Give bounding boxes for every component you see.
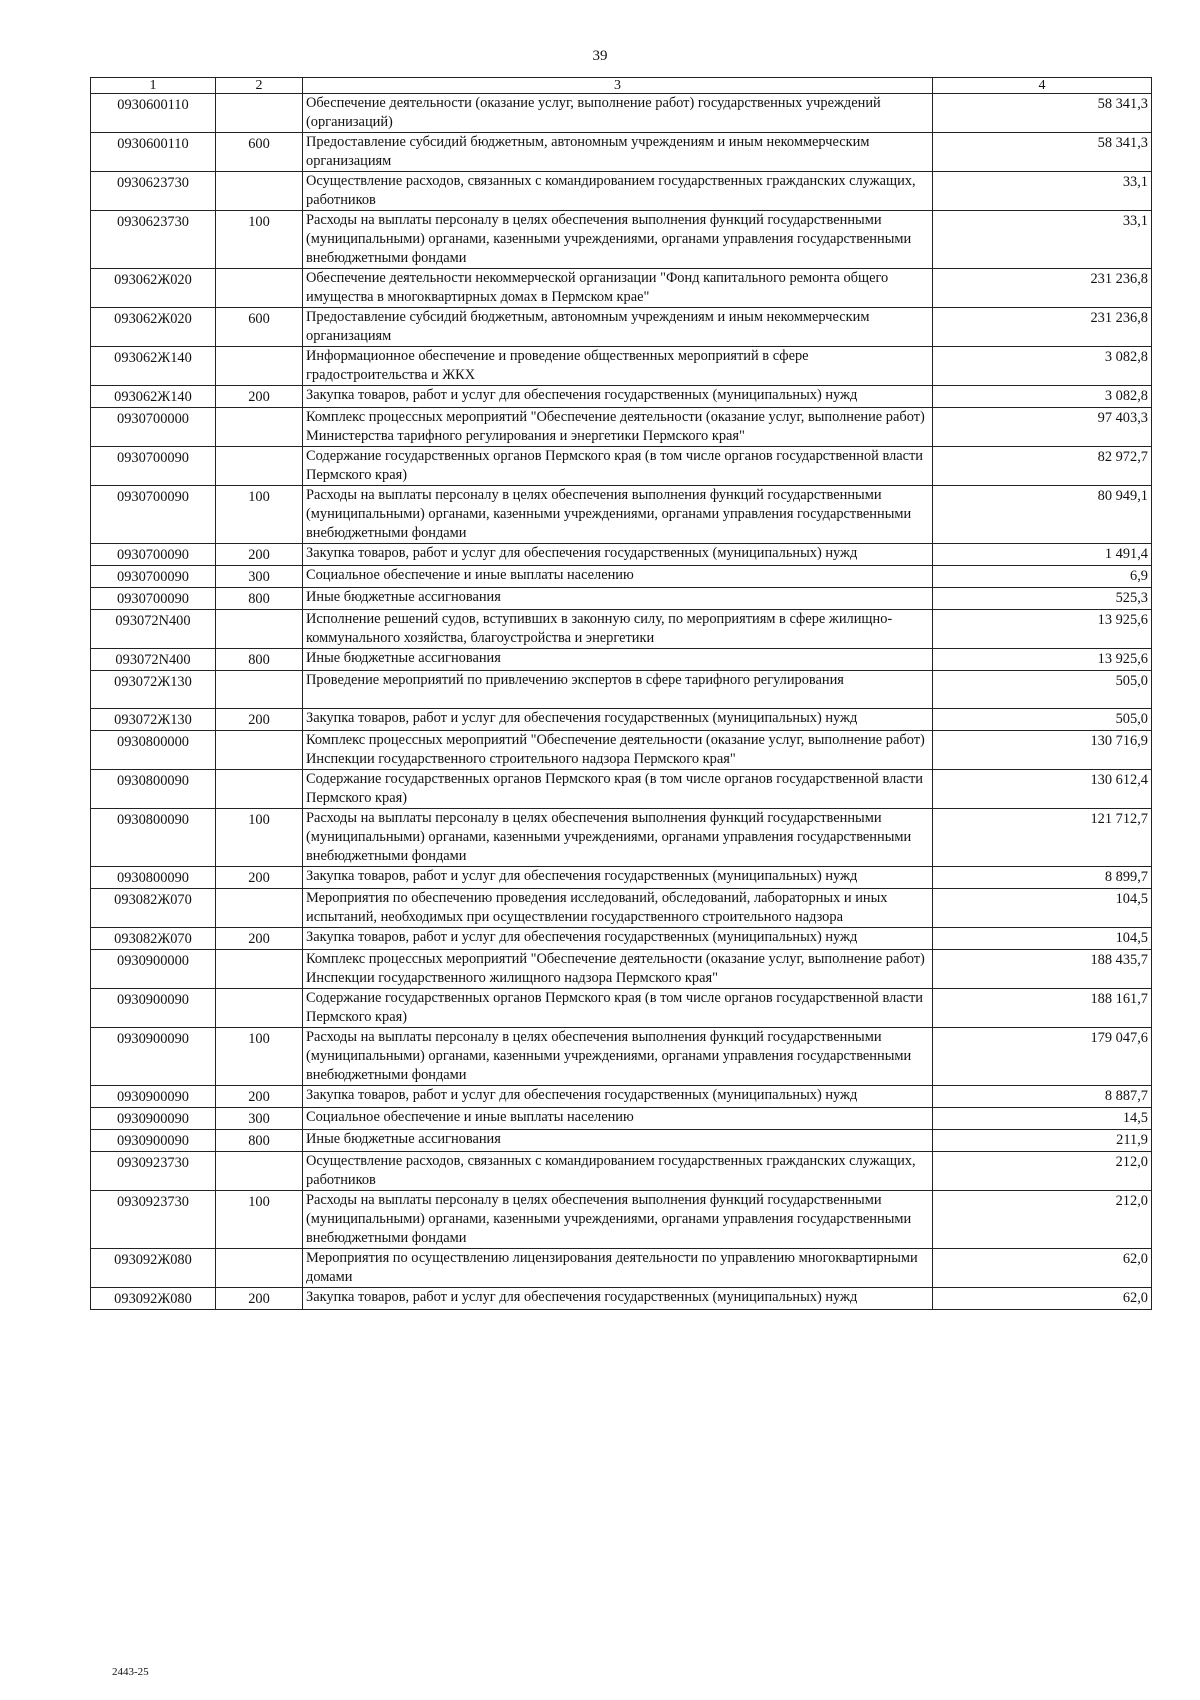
row-code: 0930900090 bbox=[91, 1108, 216, 1130]
table-row bbox=[91, 1108, 1152, 1130]
row-code: 0930800000 bbox=[91, 731, 216, 770]
row-amount: 6,9 bbox=[933, 566, 1152, 588]
row-expense-kind bbox=[216, 731, 303, 770]
row-code: 0930700090 bbox=[91, 544, 216, 566]
row-code: 0930700090 bbox=[91, 566, 216, 588]
row-amount: 130 716,9 bbox=[933, 731, 1152, 770]
row-description: Социальное обеспечение и иные выплаты населению bbox=[303, 566, 933, 588]
row-code: 0930700090 bbox=[91, 486, 216, 544]
row-amount: 231 236,8 bbox=[933, 269, 1152, 308]
row-code: 0930800090 bbox=[91, 867, 216, 889]
row-description: Иные бюджетные ассигнования bbox=[303, 588, 933, 610]
row-code: 093062Ж140 bbox=[91, 386, 216, 408]
row-description: Информационное обеспечение и проведение общественных мероприятий в сфере градостроительства и ЖКХ bbox=[303, 347, 933, 386]
table-row bbox=[91, 731, 1152, 770]
row-expense-kind: 600 bbox=[216, 308, 303, 347]
row-description: Содержание государственных органов Пермского края (в том числе органов государственной власти Пермского края) bbox=[303, 770, 933, 809]
table-row bbox=[91, 447, 1152, 486]
table-row bbox=[91, 809, 1152, 867]
table-row bbox=[91, 1152, 1152, 1191]
row-description: Предоставление субсидий бюджетным, автономным учреждениям и иным некоммерческим организациям bbox=[303, 133, 933, 172]
row-description: Закупка товаров, работ и услуг для обеспечения государственных (муниципальных) нужд bbox=[303, 709, 933, 731]
row-code: 0930800090 bbox=[91, 770, 216, 809]
row-code: 0930623730 bbox=[91, 211, 216, 269]
header-col-amount: 4 bbox=[933, 78, 1152, 94]
row-description: Расходы на выплаты персоналу в целях обеспечения выполнения функций государственными (муниципальными) органами, казенными учреждениями, органами управления государственными внебюджетными фондами bbox=[303, 1191, 933, 1249]
table-row bbox=[91, 386, 1152, 408]
row-description: Расходы на выплаты персоналу в целях обеспечения выполнения функций государственными (муниципальными) органами, казенными учреждениями, органами управления государственными внебюджетными фондами bbox=[303, 1028, 933, 1086]
table-row bbox=[91, 211, 1152, 269]
row-description: Содержание государственных органов Пермского края (в том числе органов государственной власти Пермского края) bbox=[303, 447, 933, 486]
table-row bbox=[91, 566, 1152, 588]
row-description: Обеспечение деятельности некоммерческой организации "Фонд капитального ремонта общего имущества в многоквартирных домах в Пермском крае" bbox=[303, 269, 933, 308]
row-expense-kind: 200 bbox=[216, 1288, 303, 1310]
row-expense-kind bbox=[216, 269, 303, 308]
row-expense-kind bbox=[216, 447, 303, 486]
row-amount: 62,0 bbox=[933, 1288, 1152, 1310]
table-row bbox=[91, 709, 1152, 731]
row-amount: 525,3 bbox=[933, 588, 1152, 610]
row-amount: 179 047,6 bbox=[933, 1028, 1152, 1086]
row-expense-kind: 200 bbox=[216, 867, 303, 889]
row-description: Исполнение решений судов, вступивших в законную силу, по мероприятиям в сфере жилищно-коммунального хозяйства, благоустройства и энергетики bbox=[303, 610, 933, 649]
table-row bbox=[91, 408, 1152, 447]
row-amount: 82 972,7 bbox=[933, 447, 1152, 486]
row-description: Обеспечение деятельности (оказание услуг, выполнение работ) государственных учреждений (организаций) bbox=[303, 94, 933, 133]
row-amount: 104,5 bbox=[933, 928, 1152, 950]
table-row bbox=[91, 588, 1152, 610]
row-code: 093092Ж080 bbox=[91, 1288, 216, 1310]
row-description: Расходы на выплаты персоналу в целях обеспечения выполнения функций государственными (муниципальными) органами, казенными учреждениями, органами управления государственными внебюджетными фондами bbox=[303, 486, 933, 544]
row-description: Закупка товаров, работ и услуг для обеспечения государственных (муниципальных) нужд bbox=[303, 928, 933, 950]
row-description: Комплекс процессных мероприятий "Обеспечение деятельности (оказание услуг, выполнение работ) Инспекции государственного строительного надзора Пермского края" bbox=[303, 731, 933, 770]
table-row bbox=[91, 889, 1152, 928]
row-amount: 13 925,6 bbox=[933, 610, 1152, 649]
row-amount: 3 082,8 bbox=[933, 347, 1152, 386]
row-amount: 121 712,7 bbox=[933, 809, 1152, 867]
row-description: Иные бюджетные ассигнования bbox=[303, 1130, 933, 1152]
row-amount: 58 341,3 bbox=[933, 94, 1152, 133]
row-amount: 130 612,4 bbox=[933, 770, 1152, 809]
row-expense-kind: 300 bbox=[216, 566, 303, 588]
row-expense-kind: 800 bbox=[216, 649, 303, 671]
row-description: Закупка товаров, работ и услуг для обеспечения государственных (муниципальных) нужд bbox=[303, 1288, 933, 1310]
table-row bbox=[91, 486, 1152, 544]
row-amount: 14,5 bbox=[933, 1108, 1152, 1130]
row-amount: 505,0 bbox=[933, 671, 1152, 709]
row-expense-kind bbox=[216, 1152, 303, 1191]
header-col-kind: 2 bbox=[216, 78, 303, 94]
row-description: Расходы на выплаты персоналу в целях обеспечения выполнения функций государственными (муниципальными) органами, казенными учреждениями, органами управления государственными внебюджетными фондами bbox=[303, 809, 933, 867]
row-expense-kind: 600 bbox=[216, 133, 303, 172]
row-code: 093072Ж130 bbox=[91, 671, 216, 709]
row-description: Комплекс процессных мероприятий "Обеспечение деятельности (оказание услуг, выполнение работ) Инспекции государственного жилищного надзора Пермского края" bbox=[303, 950, 933, 989]
row-description: Осуществление расходов, связанных с командированием государственных гражданских служащих, работников bbox=[303, 172, 933, 211]
table-row bbox=[91, 1130, 1152, 1152]
row-amount: 211,9 bbox=[933, 1130, 1152, 1152]
header-row bbox=[91, 78, 1152, 94]
row-amount: 33,1 bbox=[933, 211, 1152, 269]
table-row bbox=[91, 94, 1152, 133]
table-row bbox=[91, 928, 1152, 950]
table-row bbox=[91, 649, 1152, 671]
row-code: 0930623730 bbox=[91, 172, 216, 211]
row-description: Содержание государственных органов Пермского края (в том числе органов государственной власти Пермского края) bbox=[303, 989, 933, 1028]
table-row bbox=[91, 950, 1152, 989]
table-row bbox=[91, 544, 1152, 566]
row-amount: 13 925,6 bbox=[933, 649, 1152, 671]
table-row bbox=[91, 1249, 1152, 1288]
row-description: Проведение мероприятий по привлечению экспертов в сфере тарифного регулирования bbox=[303, 671, 933, 709]
row-expense-kind: 100 bbox=[216, 809, 303, 867]
row-expense-kind bbox=[216, 347, 303, 386]
row-expense-kind: 800 bbox=[216, 588, 303, 610]
row-description: Предоставление субсидий бюджетным, автономным учреждениям и иным некоммерческим организациям bbox=[303, 308, 933, 347]
row-code: 0930900000 bbox=[91, 950, 216, 989]
page-number: 39 bbox=[592, 48, 608, 64]
table-row bbox=[91, 269, 1152, 308]
row-expense-kind bbox=[216, 889, 303, 928]
row-description: Закупка товаров, работ и услуг для обеспечения государственных (муниципальных) нужд bbox=[303, 1086, 933, 1108]
row-amount: 8 899,7 bbox=[933, 867, 1152, 889]
row-amount: 58 341,3 bbox=[933, 133, 1152, 172]
row-expense-kind: 100 bbox=[216, 1028, 303, 1086]
table-header bbox=[91, 78, 1152, 94]
row-expense-kind bbox=[216, 1249, 303, 1288]
row-amount: 188 435,7 bbox=[933, 950, 1152, 989]
row-code: 0930923730 bbox=[91, 1191, 216, 1249]
row-amount: 97 403,3 bbox=[933, 408, 1152, 447]
row-expense-kind bbox=[216, 610, 303, 649]
row-code: 093082Ж070 bbox=[91, 928, 216, 950]
table-row bbox=[91, 989, 1152, 1028]
row-code: 093062Ж020 bbox=[91, 269, 216, 308]
row-expense-kind: 200 bbox=[216, 544, 303, 566]
table-row bbox=[91, 347, 1152, 386]
row-description: Закупка товаров, работ и услуг для обеспечения государственных (муниципальных) нужд bbox=[303, 386, 933, 408]
row-code: 0930800090 bbox=[91, 809, 216, 867]
table-row bbox=[91, 133, 1152, 172]
row-expense-kind: 200 bbox=[216, 928, 303, 950]
row-description: Комплекс процессных мероприятий "Обеспечение деятельности (оказание услуг, выполнение работ) Министерства тарифного регулирования и энергетики Пермского края" bbox=[303, 408, 933, 447]
row-code: 093082Ж070 bbox=[91, 889, 216, 928]
table-row bbox=[91, 1086, 1152, 1108]
row-amount: 33,1 bbox=[933, 172, 1152, 211]
row-code: 0930700000 bbox=[91, 408, 216, 447]
row-code: 0930900090 bbox=[91, 1086, 216, 1108]
row-expense-kind bbox=[216, 950, 303, 989]
row-code: 093062Ж020 bbox=[91, 308, 216, 347]
row-amount: 212,0 bbox=[933, 1152, 1152, 1191]
row-code: 0930900090 bbox=[91, 1130, 216, 1152]
row-description: Осуществление расходов, связанных с командированием государственных гражданских служащих, работников bbox=[303, 1152, 933, 1191]
row-amount: 80 949,1 bbox=[933, 486, 1152, 544]
row-expense-kind: 100 bbox=[216, 486, 303, 544]
row-description: Мероприятия по обеспечению проведения исследований, обследований, лабораторных и иных испытаний, необходимых при осуществлении государственного строительного надзора bbox=[303, 889, 933, 928]
row-amount: 231 236,8 bbox=[933, 308, 1152, 347]
row-expense-kind: 200 bbox=[216, 1086, 303, 1108]
row-expense-kind: 100 bbox=[216, 211, 303, 269]
table-row bbox=[91, 1028, 1152, 1086]
row-amount: 8 887,7 bbox=[933, 1086, 1152, 1108]
row-description: Закупка товаров, работ и услуг для обеспечения государственных (муниципальных) нужд bbox=[303, 867, 933, 889]
row-description: Иные бюджетные ассигнования bbox=[303, 649, 933, 671]
row-amount: 104,5 bbox=[933, 889, 1152, 928]
row-description: Расходы на выплаты персоналу в целях обеспечения выполнения функций государственными (муниципальными) органами, казенными учреждениями, органами управления государственными внебюджетными фондами bbox=[303, 211, 933, 269]
row-expense-kind bbox=[216, 671, 303, 709]
row-code: 0930900090 bbox=[91, 989, 216, 1028]
row-expense-kind bbox=[216, 770, 303, 809]
row-code: 0930700090 bbox=[91, 588, 216, 610]
row-expense-kind: 200 bbox=[216, 709, 303, 731]
row-code: 0930923730 bbox=[91, 1152, 216, 1191]
table-row bbox=[91, 308, 1152, 347]
header-col-code: 1 bbox=[91, 78, 216, 94]
row-amount: 212,0 bbox=[933, 1191, 1152, 1249]
footer-document-code: 2443-25 bbox=[112, 1666, 149, 1678]
row-description: Закупка товаров, работ и услуг для обеспечения государственных (муниципальных) нужд bbox=[303, 544, 933, 566]
table-row bbox=[91, 1288, 1152, 1310]
table-row bbox=[91, 867, 1152, 889]
table-row bbox=[91, 671, 1152, 709]
row-code: 093072N400 bbox=[91, 610, 216, 649]
table-row bbox=[91, 1191, 1152, 1249]
row-amount: 1 491,4 bbox=[933, 544, 1152, 566]
row-amount: 505,0 bbox=[933, 709, 1152, 731]
row-expense-kind: 300 bbox=[216, 1108, 303, 1130]
row-expense-kind bbox=[216, 172, 303, 211]
row-amount: 62,0 bbox=[933, 1249, 1152, 1288]
row-code: 093072Ж130 bbox=[91, 709, 216, 731]
table-body bbox=[91, 94, 1152, 1310]
row-code: 093092Ж080 bbox=[91, 1249, 216, 1288]
row-code: 0930600110 bbox=[91, 133, 216, 172]
row-expense-kind bbox=[216, 408, 303, 447]
table-row bbox=[91, 770, 1152, 809]
row-amount: 188 161,7 bbox=[933, 989, 1152, 1028]
table-row bbox=[91, 610, 1152, 649]
row-code: 093062Ж140 bbox=[91, 347, 216, 386]
row-code: 093072N400 bbox=[91, 649, 216, 671]
header-col-name: 3 bbox=[303, 78, 933, 94]
row-expense-kind bbox=[216, 989, 303, 1028]
table-row bbox=[91, 172, 1152, 211]
row-code: 0930600110 bbox=[91, 94, 216, 133]
row-expense-kind: 200 bbox=[216, 386, 303, 408]
row-code: 0930700090 bbox=[91, 447, 216, 486]
budget-table bbox=[90, 77, 1152, 1310]
row-expense-kind: 100 bbox=[216, 1191, 303, 1249]
row-description: Мероприятия по осуществлению лицензирования деятельности по управлению многоквартирными домами bbox=[303, 1249, 933, 1288]
row-expense-kind: 800 bbox=[216, 1130, 303, 1152]
row-code: 0930900090 bbox=[91, 1028, 216, 1086]
row-description: Социальное обеспечение и иные выплаты населению bbox=[303, 1108, 933, 1130]
row-amount: 3 082,8 bbox=[933, 386, 1152, 408]
row-expense-kind bbox=[216, 94, 303, 133]
